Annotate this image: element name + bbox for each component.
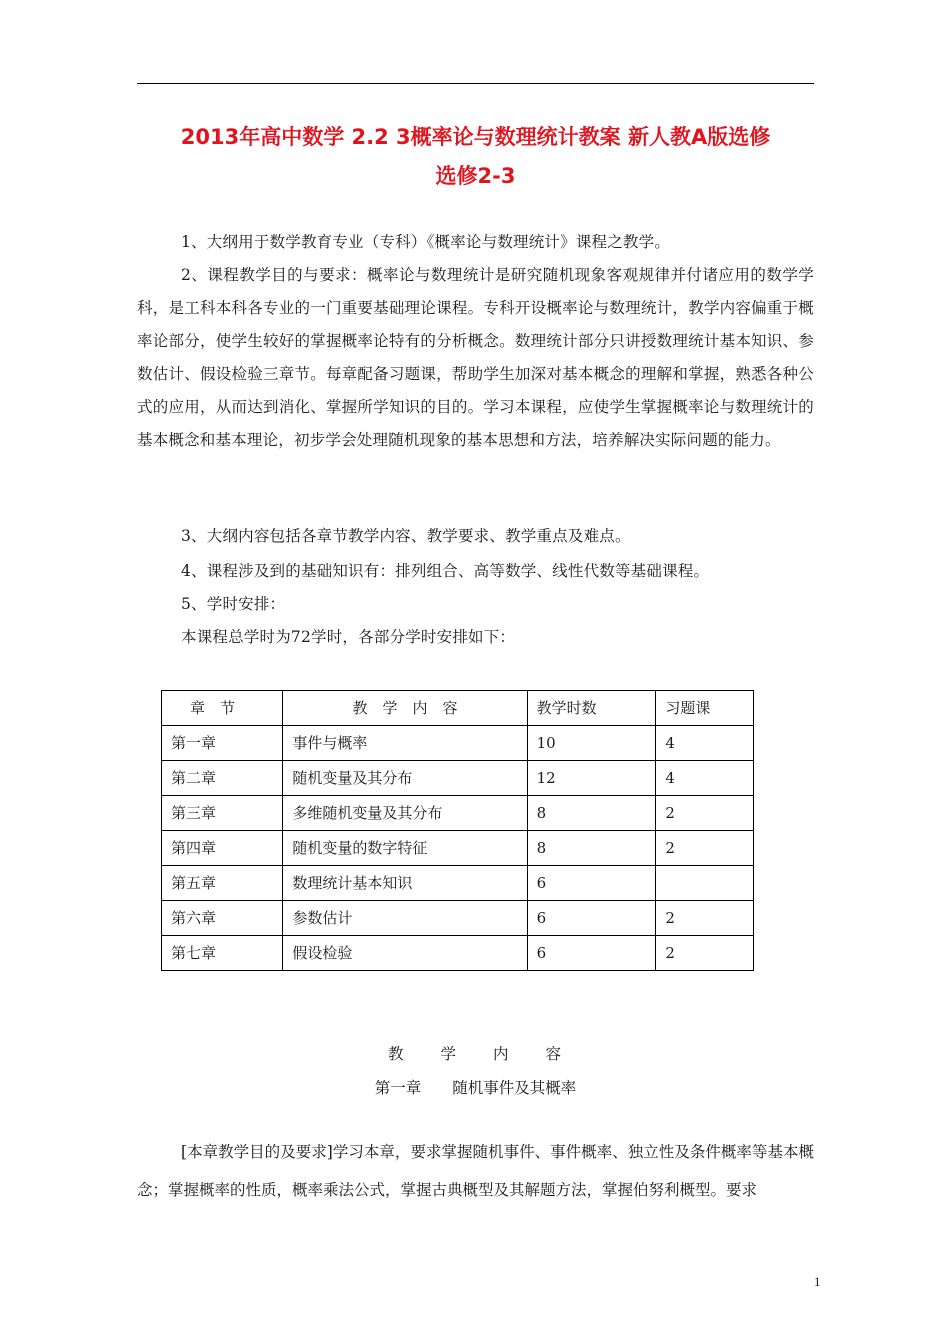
- table-cell: 8: [527, 796, 656, 831]
- table-cell: 2: [656, 901, 754, 936]
- table-cell: 假设检验: [283, 936, 527, 971]
- table-cell: 随机变量的数字特征: [283, 831, 527, 866]
- table-cell: 2: [656, 936, 754, 971]
- table-cell: 第三章: [162, 796, 283, 831]
- table-cell: 2: [656, 796, 754, 831]
- table-cell: 12: [527, 761, 656, 796]
- document-title-line-2: 选修2-3: [435, 164, 516, 188]
- table-cell: 6: [527, 866, 656, 901]
- table-cell: 4: [656, 726, 754, 761]
- table-row: [162, 726, 754, 761]
- table-cell: 事件与概率: [283, 726, 527, 761]
- header-rule: [137, 83, 814, 84]
- table-row: [162, 831, 754, 866]
- chapter-body-text: [本章教学目的及要求]学习本章，要求掌握随机事件、事件概率、独立性及条件概率等基本概念；掌握概率的性质，概率乘法公式，掌握古典概型及其解题方法，掌握伯努利概型。要求: [137, 1143, 814, 1199]
- table-header-cell: 章 节: [162, 691, 283, 726]
- table-row: [162, 901, 754, 936]
- table-cell: 4: [656, 761, 754, 796]
- table-cell: 多维随机变量及其分布: [283, 796, 527, 831]
- table-cell: 第四章: [162, 831, 283, 866]
- table-header-cell: 教 学 内 容: [283, 691, 527, 726]
- schedule-table: [161, 690, 754, 971]
- document-title-line-1: 2013年高中数学 2.2 3概率论与数理统计教案 新人教A版选修: [180, 125, 771, 149]
- intro-item-1: 1、大纲用于数学教育专业（专科）《概率论与数理统计》课程之教学。: [181, 233, 671, 251]
- table-header-cell: 教学时数: [527, 691, 656, 726]
- table-cell: 第六章: [162, 901, 283, 936]
- table-cell: 第一章: [162, 726, 283, 761]
- page-number: 1: [814, 1274, 821, 1289]
- table-row: [162, 866, 754, 901]
- table-cell: 2: [656, 831, 754, 866]
- table-header-cell: 习题课: [656, 691, 754, 726]
- table-row: [162, 796, 754, 831]
- intro-item-2: 2、课程教学目的与要求：概率论与数理统计是研究随机现象客观规律并付诸应用的数学学科，是工科本科各专业的一门重要基础理论课程。专科开设概率论与数理统计，教学内容偏重于概率论部分，使学生较好的掌握概率论特有的分析概念。数理统计部分只讲授数理统计基本知识、参数估计、假设检验三章节。每章配备习题课，帮助学生加深对基本概念的理解和掌握，熟悉各种公式的应用，从而达到消化、掌握所学知识的目的。学习本课程，应使学生掌握概率论与数理统计的基本概念和基本理论，初步学会处理随机现象的基本思想和方法，培养解决实际问题的能力。: [137, 266, 814, 449]
- table-cell: 随机变量及其分布: [283, 761, 527, 796]
- intro-item-3: 3、大纲内容包括各章节教学内容、教学要求、教学重点及难点。: [181, 527, 631, 545]
- table-cell: 第七章: [162, 936, 283, 971]
- section-heading: 教 学 内 容: [387, 1045, 563, 1063]
- intro-item-5: 5、学时安排：: [181, 595, 286, 613]
- table-cell: 第二章: [162, 761, 283, 796]
- table-cell: 6: [527, 901, 656, 936]
- intro-item-4: 4、课程涉及到的基础知识有：排列组合、高等数学、线性代数等基础课程。: [181, 562, 710, 580]
- table-cell: 第五章: [162, 866, 283, 901]
- table-cell: 10: [527, 726, 656, 761]
- table-cell: 8: [527, 831, 656, 866]
- table-cell: 数理统计基本知识: [283, 866, 527, 901]
- table-cell: [656, 866, 754, 901]
- chapter-heading: 第一章 随机事件及其概率: [374, 1079, 577, 1097]
- table-cell: 参数估计: [283, 901, 527, 936]
- table-header-row: [162, 691, 754, 726]
- table-row: [162, 936, 754, 971]
- table-cell: 6: [527, 936, 656, 971]
- table-row: [162, 761, 754, 796]
- intro-item-6: 本课程总学时为72学时，各部分学时安排如下：: [181, 628, 516, 646]
